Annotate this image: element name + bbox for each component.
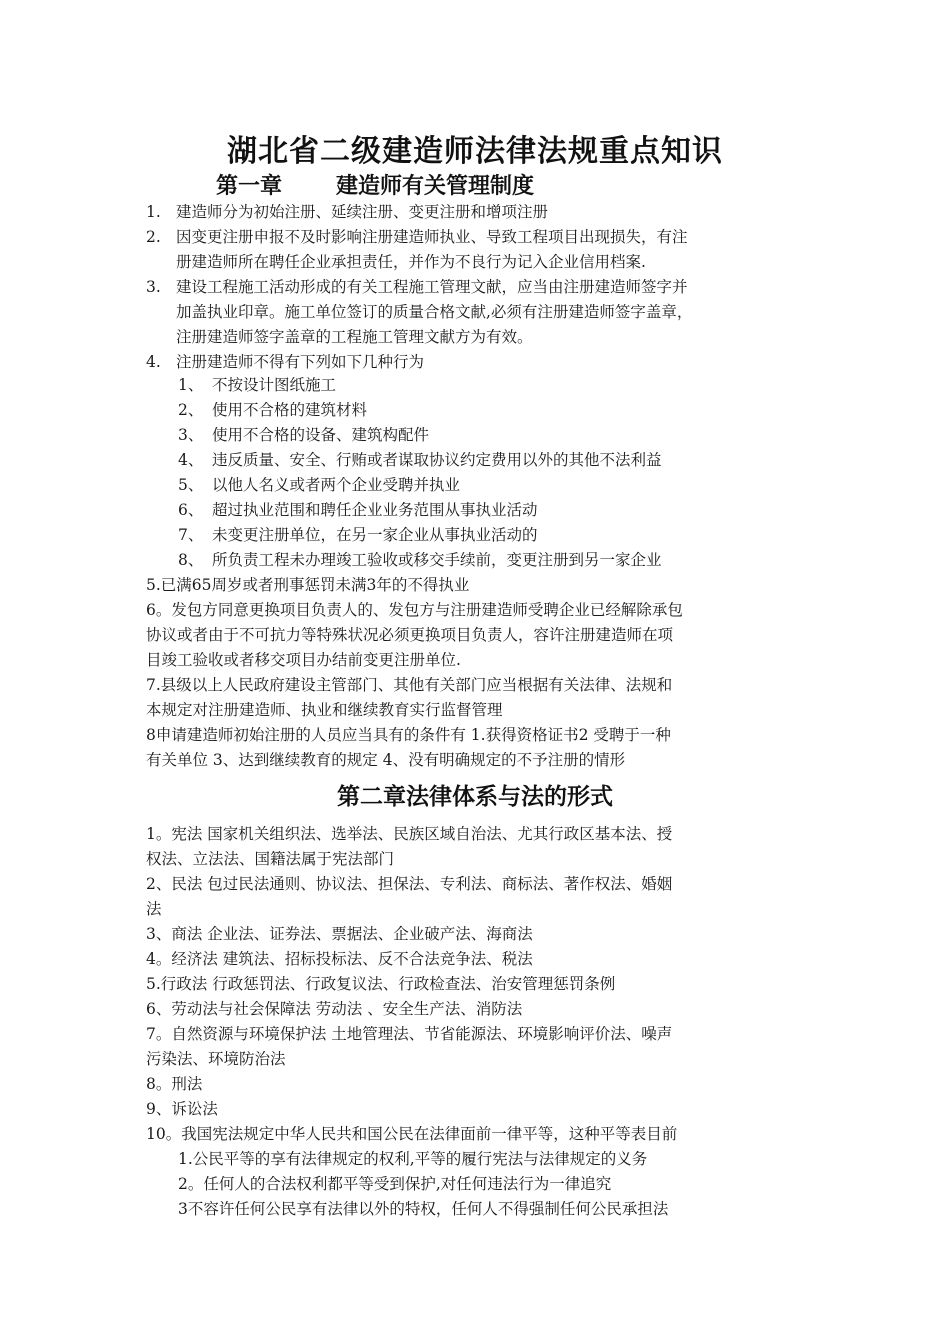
chapter-2-title: 第二章法律体系与法的形式 [337,784,613,810]
paragraph-line: 权法、立法法、国籍法属于宪法部门 [146,850,395,868]
paragraph-line: 4。经济法 建筑法、招标投标法、反不合法竞争法、税法 [146,950,533,968]
chapter-1-number: 第一章 [216,174,283,199]
sub-list-item: 5、 以他人名义或者两个企业受聘并执业 [178,476,461,494]
paragraph-line: 3、商法 企业法、证券法、票据法、企业破产法、海商法 [146,925,533,943]
sub-list-item: 8、 所负责工程未办理竣工验收或移交手续前，变更注册到另一家企业 [178,551,662,569]
sub-list-item: 4、 违反质量、安全、行贿或者谋取协议约定费用以外的其他不法利益 [178,451,662,469]
sub-list-item: 6、 超过执业范围和聘任企业业务范围从事执业活动 [178,501,538,519]
sub-list-item: 2、 使用不合格的建筑材料 [178,401,368,419]
chapter-1-notes [146,573,683,773]
sub-list-item: 3不容许任何公民享有法律以外的特权，任何人不得强制任何公民承担法 [178,1200,669,1218]
sub-list-item: 3、 使用不合格的设备、建筑构配件 [178,426,430,444]
list-item-continuation: 加盖执业印章。施工单位签订的质量合格文献,必须有注册建造师签字盖章， [176,303,693,321]
paragraph-line: 8申请建造师初始注册的人员应当具有的条件有 1.获得资格证书2 受聘于一种 [146,726,671,744]
paragraph-line: 法 [146,900,162,918]
paragraph-line: 10。我国宪法规定中华人民共和国公民在法律面前一律平等，这种平等表目前 [146,1125,678,1143]
list-item: 3. 建设工程施工活动形成的有关工程施工管理文献，应当由注册建造师签字并 [146,278,688,296]
list-item: 2. 因变更注册申报不及时影响注册建造师执业、导致工程项目出现损失，有注 [146,228,688,246]
paragraph-line: 有关单位 3、达到继续教育的规定 4、没有明确规定的不予注册的情形 [146,751,626,769]
paragraph-line: 5.行政法 行政惩罚法、行政复议法、行政检查法、治安管理惩罚条例 [146,975,616,993]
chapter-1-title: 建造师有关管理制度 [336,174,535,199]
paragraph-line: 6、劳动法与社会保障法 劳动法 、安全生产法、消防法 [146,1000,523,1018]
chapter-1-sublist [178,373,662,573]
paragraph-line: 2、民法 包过民法通则、协议法、担保法、专利法、商标法、著作权法、婚姻 [146,875,673,893]
sub-list-item: 7、 未变更注册单位，在另一家企业从事执业活动的 [178,526,538,544]
list-item-continuation: 注册建造师签字盖章的工程施工管理文献方为有效。 [176,328,533,346]
paragraph-line: 9、诉讼法 [146,1100,218,1118]
paragraph-line: 1。宪法 国家机关组织法、选举法、民族区域自治法、尤其行政区基本法、授 [146,825,673,843]
chapter-2-sublist [178,1147,668,1222]
list-item-continuation: 册建造师所在聘任企业承担责任，并作为不良行为记入企业信用档案. [176,253,646,271]
paragraph-line: 5.已满65周岁或者刑事惩罚未满3年的不得执业 [146,576,470,594]
paragraph-line: 协议或者由于不可抗力等特殊状况必须更换项目负责人，容许注册建造师在项 [146,626,674,644]
paragraph-line: 6。发包方同意更换项目负责人的、发包方与注册建造师受聘企业已经解除承包 [146,601,683,619]
paragraph-line: 7。自然资源与环境保护法 土地管理法、节省能源法、环境影响评价法、噪声 [146,1025,673,1043]
paragraph-line: 目竣工验收或者移交项目办结前变更注册单位. [146,651,461,669]
paragraph-line: 污染法、环境防治法 [146,1050,286,1068]
chapter-1-list [146,200,692,375]
paragraph-line: 8。刑法 [146,1075,203,1093]
list-item: 4. 注册建造师不得有下列如下几种行为 [146,353,425,371]
document-title: 湖北省二级建造师法律法规重点知识 [227,134,723,169]
list-item: 1. 建造师分为初始注册、延续注册、变更注册和增项注册 [146,203,549,221]
sub-list-item: 1、 不按设计图纸施工 [178,376,337,394]
sub-list-item: 2。任何人的合法权利都平等受到保护,对任何违法行为一律追究 [178,1175,612,1193]
chapter-2-list [146,822,677,1147]
sub-list-item: 1.公民平等的享有法律规定的权利,平等的履行宪法与法律规定的义务 [178,1150,648,1168]
paragraph-line: 本规定对注册建造师、执业和继续教育实行监督管理 [146,701,503,719]
paragraph-line: 7.县级以上人民政府建设主管部门、其他有关部门应当根据有关法律、法规和 [146,676,673,694]
